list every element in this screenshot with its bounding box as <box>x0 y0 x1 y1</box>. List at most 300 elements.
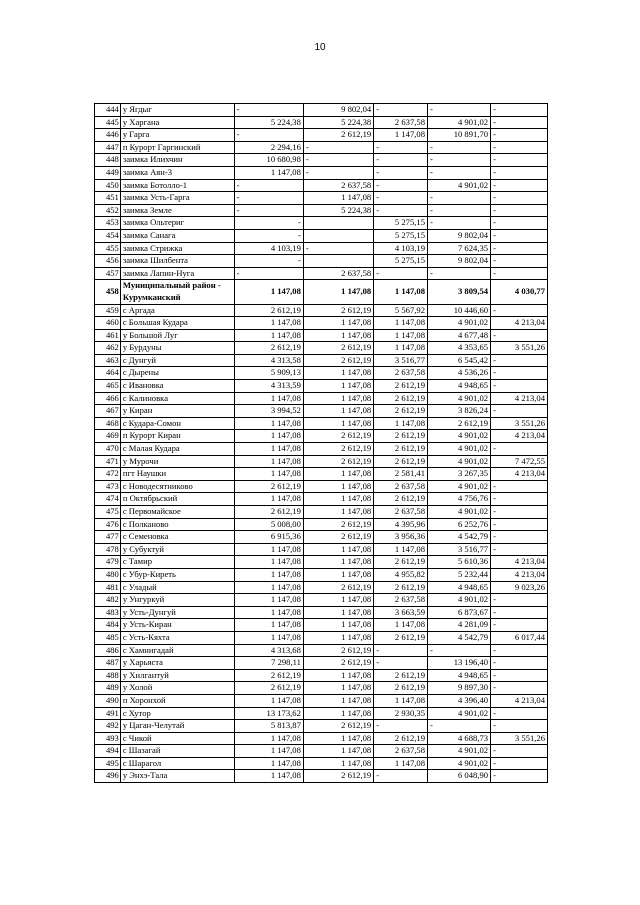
value-col-5: - <box>491 594 548 607</box>
value-col-4: 4 901,02 <box>427 506 490 519</box>
value-col-5: - <box>491 267 548 280</box>
table-row <box>95 116 548 129</box>
value-col-4: - <box>427 644 490 657</box>
row-index: 473 <box>95 480 121 493</box>
value-col-5: - <box>491 329 548 342</box>
value-col-1: 2 612,19 <box>234 682 303 695</box>
row-index: 449 <box>95 166 121 179</box>
row-index: 479 <box>95 556 121 569</box>
table-row <box>95 255 548 268</box>
value-col-1: - <box>234 229 303 242</box>
settlement-name: с Чикой <box>120 732 234 745</box>
row-index: 448 <box>95 154 121 167</box>
value-col-2: 2 612,19 <box>303 720 373 733</box>
value-col-5: 4 213,04 <box>491 392 548 405</box>
value-col-4: 6 252,76 <box>427 518 490 531</box>
value-col-1: 1 147,08 <box>234 745 303 758</box>
value-col-4: 4 948,65 <box>427 669 490 682</box>
row-index: 489 <box>95 682 121 695</box>
settlement-name: пгт Наушки <box>120 468 234 481</box>
value-col-2: 1 147,08 <box>303 745 373 758</box>
value-col-3: 3 956,36 <box>374 531 428 544</box>
value-col-3: 1 147,08 <box>374 129 428 142</box>
value-col-5: - <box>491 304 548 317</box>
value-col-2: - <box>303 166 373 179</box>
value-col-1: 1 147,08 <box>234 619 303 632</box>
value-col-5: - <box>491 506 548 519</box>
settlement-name: у Энхэ-Тала <box>120 770 234 783</box>
value-col-5: - <box>491 644 548 657</box>
value-col-2: 2 637,58 <box>303 179 373 192</box>
row-index: 483 <box>95 606 121 619</box>
value-col-2: 1 147,08 <box>303 707 373 720</box>
settlement-name: у Хилгантуй <box>120 669 234 682</box>
value-col-4: 6 873,67 <box>427 606 490 619</box>
table-row <box>95 606 548 619</box>
settlement-name: у Холой <box>120 682 234 695</box>
settlement-name: с Семеновка <box>120 531 234 544</box>
settlement-name: заимка Усть-Гарга <box>120 192 234 205</box>
settlement-name: заимка Шилбента <box>120 255 234 268</box>
row-index: 488 <box>95 669 121 682</box>
value-col-2: 5 224,38 <box>303 116 373 129</box>
value-col-5: - <box>491 518 548 531</box>
table-row <box>95 367 548 380</box>
value-col-2: 2 612,19 <box>303 354 373 367</box>
value-col-4: 3 267,35 <box>427 468 490 481</box>
settlement-name: с Шарагол <box>120 757 234 770</box>
value-col-3: 2 637,58 <box>374 367 428 380</box>
value-col-4: 6 545,42 <box>427 354 490 367</box>
settlement-name: с Ивановка <box>120 380 234 393</box>
table-row <box>95 166 548 179</box>
value-col-3: - <box>374 644 428 657</box>
value-col-1: 2 612,19 <box>234 304 303 317</box>
value-col-2 <box>303 255 373 268</box>
table-row <box>95 455 548 468</box>
value-col-3: 5 275,15 <box>374 229 428 242</box>
value-col-1: 5 224,38 <box>234 116 303 129</box>
table-row <box>95 430 548 443</box>
table-row <box>95 493 548 506</box>
value-col-3: - <box>374 192 428 205</box>
value-col-3: 2 637,58 <box>374 745 428 758</box>
settlement-name: у Мурочи <box>120 455 234 468</box>
value-col-5: - <box>491 669 548 682</box>
value-col-3: 4 103,19 <box>374 242 428 255</box>
value-col-4: - <box>427 720 490 733</box>
settlement-name: Муниципальный район - Курумканский <box>120 280 234 304</box>
table-row <box>95 392 548 405</box>
value-col-5: 4 213,04 <box>491 430 548 443</box>
value-col-5: - <box>491 405 548 418</box>
row-index: 458 <box>95 280 121 304</box>
value-col-4: 4 677,48 <box>427 329 490 342</box>
value-col-3: 2 637,58 <box>374 506 428 519</box>
value-col-4: 3 809,54 <box>427 280 490 304</box>
value-col-3: 1 147,08 <box>374 417 428 430</box>
value-col-4: 3 516,77 <box>427 543 490 556</box>
value-col-4: 7 624,35 <box>427 242 490 255</box>
row-index: 461 <box>95 329 121 342</box>
value-col-4: 10 446,60 <box>427 304 490 317</box>
value-col-3: 5 275,15 <box>374 217 428 230</box>
table-row <box>95 154 548 167</box>
value-col-2: 1 147,08 <box>303 568 373 581</box>
value-col-1: 1 147,08 <box>234 606 303 619</box>
settlement-name: заимка Аян-3 <box>120 166 234 179</box>
value-col-3: 2 612,19 <box>374 732 428 745</box>
value-col-4: - <box>427 217 490 230</box>
value-col-3: 4 955,82 <box>374 568 428 581</box>
row-index: 493 <box>95 732 121 745</box>
value-col-1: - <box>234 267 303 280</box>
table-row <box>95 531 548 544</box>
row-index: 454 <box>95 229 121 242</box>
settlement-name: у Субуктуй <box>120 543 234 556</box>
table-row <box>95 104 548 117</box>
row-index: 456 <box>95 255 121 268</box>
value-col-3: 5 567,92 <box>374 304 428 317</box>
value-col-2: 9 802,04 <box>303 104 373 117</box>
value-col-2: 2 612,19 <box>303 644 373 657</box>
table-row <box>95 380 548 393</box>
value-col-4: 5 610,36 <box>427 556 490 569</box>
value-col-4: - <box>427 192 490 205</box>
value-col-2: 2 612,19 <box>303 657 373 670</box>
value-col-1: 1 147,08 <box>234 594 303 607</box>
row-index: 451 <box>95 192 121 205</box>
table-row <box>95 506 548 519</box>
value-col-5: 9 023,26 <box>491 581 548 594</box>
row-index: 466 <box>95 392 121 405</box>
table-row <box>95 179 548 192</box>
value-col-5: - <box>491 104 548 117</box>
value-col-2: 1 147,08 <box>303 480 373 493</box>
settlement-name: заимка Ботолло-1 <box>120 179 234 192</box>
value-col-2: 1 147,08 <box>303 380 373 393</box>
row-index: 481 <box>95 581 121 594</box>
value-col-5: - <box>491 192 548 205</box>
table-row <box>95 480 548 493</box>
value-col-1: 3 994,52 <box>234 405 303 418</box>
value-col-1: 4 313,59 <box>234 380 303 393</box>
value-col-2: 2 612,19 <box>303 455 373 468</box>
row-index: 446 <box>95 129 121 142</box>
table-row <box>95 304 548 317</box>
value-col-4: - <box>427 104 490 117</box>
settlement-name: с Аргада <box>120 304 234 317</box>
value-col-3: - <box>374 166 428 179</box>
value-col-5: - <box>491 129 548 142</box>
value-col-3: 2 612,19 <box>374 682 428 695</box>
row-index: 490 <box>95 694 121 707</box>
row-index: 492 <box>95 720 121 733</box>
value-col-3: 1 147,08 <box>374 317 428 330</box>
table-row <box>95 694 548 707</box>
value-col-1: 1 147,08 <box>234 455 303 468</box>
value-col-5: - <box>491 757 548 770</box>
row-index: 445 <box>95 116 121 129</box>
value-col-1: 13 173,62 <box>234 707 303 720</box>
settlement-name: с Дырены <box>120 367 234 380</box>
settlement-name: заимка Ольтериг <box>120 217 234 230</box>
value-col-3: 4 395,96 <box>374 518 428 531</box>
value-col-4: 4 948,65 <box>427 581 490 594</box>
row-index: 484 <box>95 619 121 632</box>
value-col-5: - <box>491 204 548 217</box>
value-col-2: 1 147,08 <box>303 192 373 205</box>
value-col-1: 1 147,08 <box>234 568 303 581</box>
table-row <box>95 468 548 481</box>
value-col-4: 9 802,04 <box>427 255 490 268</box>
value-col-4: - <box>427 166 490 179</box>
value-col-1: 2 612,19 <box>234 480 303 493</box>
settlement-name: у Усть-Дунгуй <box>120 606 234 619</box>
value-col-5: - <box>491 493 548 506</box>
value-col-4: 9 802,04 <box>427 229 490 242</box>
table-row <box>95 342 548 355</box>
table-row <box>95 129 548 142</box>
value-col-1: 1 147,08 <box>234 556 303 569</box>
value-col-2: 1 147,08 <box>303 506 373 519</box>
row-index: 467 <box>95 405 121 418</box>
row-index: 494 <box>95 745 121 758</box>
value-col-4: 4 901,02 <box>427 179 490 192</box>
table-row <box>95 568 548 581</box>
value-col-1: 4 313,58 <box>234 354 303 367</box>
value-col-2: 1 147,08 <box>303 594 373 607</box>
value-col-1: 1 147,08 <box>234 329 303 342</box>
value-col-2: 1 147,08 <box>303 468 373 481</box>
value-col-2: 1 147,08 <box>303 669 373 682</box>
value-col-4: 4 901,02 <box>427 392 490 405</box>
table-row <box>95 581 548 594</box>
table-row <box>95 317 548 330</box>
value-col-5: - <box>491 179 548 192</box>
table-row <box>95 242 548 255</box>
value-col-2: - <box>303 242 373 255</box>
row-index: 465 <box>95 380 121 393</box>
value-col-3: - <box>374 104 428 117</box>
settlement-name: с Новодесятниково <box>120 480 234 493</box>
value-col-1: 1 147,08 <box>234 317 303 330</box>
value-col-1: - <box>234 217 303 230</box>
row-index: 462 <box>95 342 121 355</box>
table-row <box>95 443 548 456</box>
value-col-3: - <box>374 720 428 733</box>
table-row <box>95 745 548 758</box>
value-col-2: 1 147,08 <box>303 682 373 695</box>
table-row <box>95 594 548 607</box>
value-col-3: 2 612,19 <box>374 631 428 644</box>
row-index: 495 <box>95 757 121 770</box>
value-col-2: 2 612,19 <box>303 581 373 594</box>
value-col-4: - <box>427 141 490 154</box>
settlement-name: у Большой Луг <box>120 329 234 342</box>
value-col-5: 4 213,04 <box>491 694 548 707</box>
value-col-2: 1 147,08 <box>303 543 373 556</box>
value-col-2: 1 147,08 <box>303 606 373 619</box>
value-col-5: - <box>491 619 548 632</box>
settlement-name: с Кудара-Сомон <box>120 417 234 430</box>
value-col-2: 1 147,08 <box>303 619 373 632</box>
value-col-5: 6 017,44 <box>491 631 548 644</box>
value-col-4: 10 891,70 <box>427 129 490 142</box>
value-col-4: 4 542,79 <box>427 631 490 644</box>
value-col-1: 1 147,08 <box>234 631 303 644</box>
row-index: 474 <box>95 493 121 506</box>
value-col-3: 1 147,08 <box>374 280 428 304</box>
table-row <box>95 354 548 367</box>
value-col-1: 6 915,36 <box>234 531 303 544</box>
value-col-5: - <box>491 657 548 670</box>
value-col-5: - <box>491 682 548 695</box>
row-index: 447 <box>95 141 121 154</box>
value-col-1: 1 147,08 <box>234 280 303 304</box>
value-col-2: - <box>303 154 373 167</box>
row-index: 470 <box>95 443 121 456</box>
value-col-1: 1 147,08 <box>234 694 303 707</box>
value-col-3: - <box>374 179 428 192</box>
value-col-3: 2 581,41 <box>374 468 428 481</box>
value-col-4: 4 756,76 <box>427 493 490 506</box>
value-col-1: 5 813,87 <box>234 720 303 733</box>
value-col-5: 4 213,04 <box>491 568 548 581</box>
value-col-1: - <box>234 192 303 205</box>
value-col-2: 2 612,19 <box>303 443 373 456</box>
value-col-5: - <box>491 770 548 783</box>
value-col-2: 1 147,08 <box>303 732 373 745</box>
settlement-name: с Уладый <box>120 581 234 594</box>
data-table <box>94 103 548 783</box>
value-col-2: 1 147,08 <box>303 417 373 430</box>
row-index: 453 <box>95 217 121 230</box>
value-col-3: 5 275,15 <box>374 255 428 268</box>
value-col-2: 2 612,19 <box>303 430 373 443</box>
value-col-5: - <box>491 217 548 230</box>
value-col-4: 4 353,65 <box>427 342 490 355</box>
settlement-name: с Убур-Киреть <box>120 568 234 581</box>
table-row <box>95 619 548 632</box>
row-index: 491 <box>95 707 121 720</box>
value-col-2: 1 147,08 <box>303 556 373 569</box>
value-col-5: - <box>491 229 548 242</box>
value-col-5: 4 213,04 <box>491 556 548 569</box>
value-col-4: 4 901,02 <box>427 430 490 443</box>
value-col-2: 1 147,08 <box>303 329 373 342</box>
value-col-1: 1 147,08 <box>234 417 303 430</box>
value-col-2: 2 612,19 <box>303 518 373 531</box>
value-col-4: 3 826,24 <box>427 405 490 418</box>
table-row <box>95 141 548 154</box>
value-col-2: 2 612,19 <box>303 129 373 142</box>
settlement-name: с Шазагай <box>120 745 234 758</box>
value-col-5: 4 030,77 <box>491 280 548 304</box>
settlement-name: с Усть-Кяхта <box>120 631 234 644</box>
value-col-1: 10 680,98 <box>234 154 303 167</box>
table-row <box>95 707 548 720</box>
table-body <box>95 104 548 783</box>
value-col-4: 4 901,02 <box>427 116 490 129</box>
value-col-4: - <box>427 204 490 217</box>
value-col-4: - <box>427 154 490 167</box>
row-index: 472 <box>95 468 121 481</box>
row-index: 480 <box>95 568 121 581</box>
row-index: 478 <box>95 543 121 556</box>
value-col-5: - <box>491 707 548 720</box>
settlement-name: с Дунгуй <box>120 354 234 367</box>
value-col-2: 1 147,08 <box>303 317 373 330</box>
value-col-2 <box>303 229 373 242</box>
value-col-3: 1 147,08 <box>374 543 428 556</box>
value-col-4: - <box>427 267 490 280</box>
value-col-5: - <box>491 255 548 268</box>
value-col-3: - <box>374 141 428 154</box>
settlement-name: у Унгуркуй <box>120 594 234 607</box>
row-index: 482 <box>95 594 121 607</box>
settlement-name: п Курорт Гаргинский <box>120 141 234 154</box>
value-col-5: - <box>491 166 548 179</box>
value-col-5: - <box>491 354 548 367</box>
table-row <box>95 217 548 230</box>
value-col-1: - <box>234 255 303 268</box>
settlement-name: с Хамнигадай <box>120 644 234 657</box>
value-col-4: 2 612,19 <box>427 417 490 430</box>
table-row <box>95 657 548 670</box>
table-row <box>95 229 548 242</box>
value-col-2: 1 147,08 <box>303 631 373 644</box>
value-col-5: 3 551,26 <box>491 732 548 745</box>
value-col-3: 2 612,19 <box>374 392 428 405</box>
value-col-2: 1 147,08 <box>303 757 373 770</box>
value-col-1: 1 147,08 <box>234 543 303 556</box>
value-col-3: 2 612,19 <box>374 669 428 682</box>
value-col-4: 4 901,02 <box>427 480 490 493</box>
value-col-3: 3 516,77 <box>374 354 428 367</box>
row-index: 496 <box>95 770 121 783</box>
table-row <box>95 732 548 745</box>
value-col-5: 4 213,04 <box>491 317 548 330</box>
value-col-5: 7 472,55 <box>491 455 548 468</box>
value-col-5: - <box>491 745 548 758</box>
settlement-name: у Харьяста <box>120 657 234 670</box>
table-row <box>95 267 548 280</box>
table-row <box>95 329 548 342</box>
settlement-name: п Хоронхой <box>120 694 234 707</box>
value-col-3: - <box>374 154 428 167</box>
value-col-5: - <box>491 480 548 493</box>
value-col-4: 4 281,09 <box>427 619 490 632</box>
row-index: 469 <box>95 430 121 443</box>
value-col-3: 1 147,08 <box>374 342 428 355</box>
value-col-3: 2 612,19 <box>374 581 428 594</box>
value-col-1: 4 313,68 <box>234 644 303 657</box>
value-col-2: 5 224,38 <box>303 204 373 217</box>
table-row <box>95 720 548 733</box>
table-row <box>95 770 548 783</box>
settlement-name: заимка Стрижка <box>120 242 234 255</box>
value-col-2: 2 612,19 <box>303 342 373 355</box>
row-index: 444 <box>95 104 121 117</box>
value-col-3: - <box>374 770 428 783</box>
value-col-1: - <box>234 104 303 117</box>
row-index: 455 <box>95 242 121 255</box>
row-index: 459 <box>95 304 121 317</box>
value-col-4: 4 536,26 <box>427 367 490 380</box>
value-col-4: 9 897,30 <box>427 682 490 695</box>
value-col-4: 5 232,44 <box>427 568 490 581</box>
